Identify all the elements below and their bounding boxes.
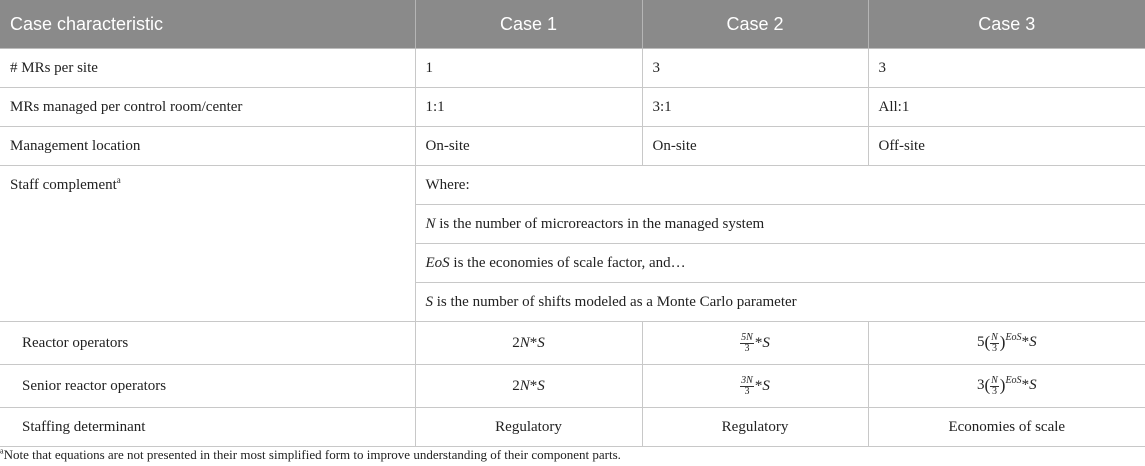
table-row [0,127,1145,166]
cell-management-location-case1: On-site [415,127,642,166]
table-row [0,166,1145,205]
row-label-reactor-operators: Reactor operators [0,322,415,365]
cell-mrs-per-site-case1: 1 [415,49,642,88]
formula-exponent: EoS [1005,332,1022,344]
formula-s: S [1029,377,1037,394]
cell-mrs-managed-case1: 1:1 [415,88,642,127]
table-row [0,49,1145,88]
table-row [0,365,1145,408]
cell-reactor-operators-case3 [868,322,1145,365]
formula-s: S [537,334,545,351]
row-label-mrs-managed: MRs managed per control room/center [0,88,415,127]
formula-coef: 3 [976,377,985,394]
fraction-numerator: N [991,331,998,343]
formula-op: * [1021,377,1030,394]
formula-left-paren: ( [984,333,991,353]
formula-op: * [754,334,763,351]
fraction-numerator: 5N [741,331,753,343]
n-description: is the number of microreactors in the managed system [435,215,765,232]
cell-mrs-managed-case3: All:1 [868,88,1145,127]
formula-fraction [740,333,754,354]
formula-right-paren: ) [999,376,1006,396]
cell-senior-reactor-operators-case3 [868,365,1145,408]
header-case-characteristic: Case characteristic [0,0,415,49]
cell-staffing-determinant-case3: Economies of scale [868,408,1145,447]
row-label-mrs-per-site: # MRs per site [0,49,415,88]
cell-mrs-per-site-case3: 3 [868,49,1145,88]
formula-op: * [754,377,763,394]
header-case-2: Case 2 [642,0,868,49]
cell-reactor-operators-case1 [415,322,642,365]
s-symbol: S [425,293,433,310]
cell-staffing-determinant-case2: Regulatory [642,408,868,447]
fraction-denominator: 3 [991,385,997,397]
footnote-mark: a [116,175,121,185]
row-label-management-location: Management location [0,127,415,166]
header-case-3: Case 3 [868,0,1145,49]
row-label-staff-complement [0,166,415,322]
cell-s-definition [415,283,1145,322]
footnote-text: Note that equations are not presented in their most simplified form to improve understanding of their component parts. [3,447,621,462]
formula-s: S [1029,334,1037,351]
header-row [0,0,1145,49]
formula-op: * [529,334,538,351]
eos-symbol: EoS [425,254,450,271]
cell-mrs-managed-case2: 3:1 [642,88,868,127]
cell-management-location-case2: On-site [642,127,868,166]
fraction-numerator: N [991,374,998,386]
row-label-senior-reactor-operators: Senior reactor operators [0,365,415,408]
formula-coef: 2 [512,334,520,351]
table-row [0,322,1145,365]
formula-op: * [1021,334,1030,351]
formula-var: N [519,377,530,394]
cell-senior-reactor-operators-case1 [415,365,642,408]
row-label-staffing-determinant: Staffing determinant [0,408,415,447]
formula-fraction [990,333,999,354]
formula-right-paren: ) [999,333,1006,353]
footnote-mark: a [0,446,4,456]
staff-complement-label: Staff complement [10,177,117,193]
s-description: is the number of shifts modeled as a Monte Carlo parameter [433,293,797,310]
eos-description: is the economies of scale factor, and… [449,254,686,271]
fraction-numerator: 3N [741,374,753,386]
formula-coef: 5 [976,334,985,351]
table-row [0,408,1145,447]
fraction-denominator: 3 [744,385,750,397]
table-footnote [0,447,621,463]
cell-eos-definition [415,244,1145,283]
cell-reactor-operators-case2 [642,322,868,365]
formula-fraction [990,376,999,397]
cell-n-definition [415,205,1145,244]
fraction-denominator: 3 [991,342,997,354]
formula-exponent: EoS [1005,375,1022,387]
fraction-denominator: 3 [744,342,750,354]
cell-senior-reactor-operators-case2 [642,365,868,408]
cell-management-location-case3: Off-site [868,127,1145,166]
formula-var: N [519,334,530,351]
formula-s: S [537,377,545,394]
formula-s: S [762,377,770,394]
table-row [0,88,1145,127]
formula-fraction [740,376,754,397]
cell-staffing-determinant-case1: Regulatory [415,408,642,447]
cell-where: Where: [415,166,1145,205]
cell-mrs-per-site-case2: 3 [642,49,868,88]
formula-left-paren: ( [984,376,991,396]
n-symbol: N [425,215,436,232]
formula-coef: 2 [512,377,520,394]
formula-op: * [529,377,538,394]
formula-s: S [762,334,770,351]
header-case-1: Case 1 [415,0,642,49]
